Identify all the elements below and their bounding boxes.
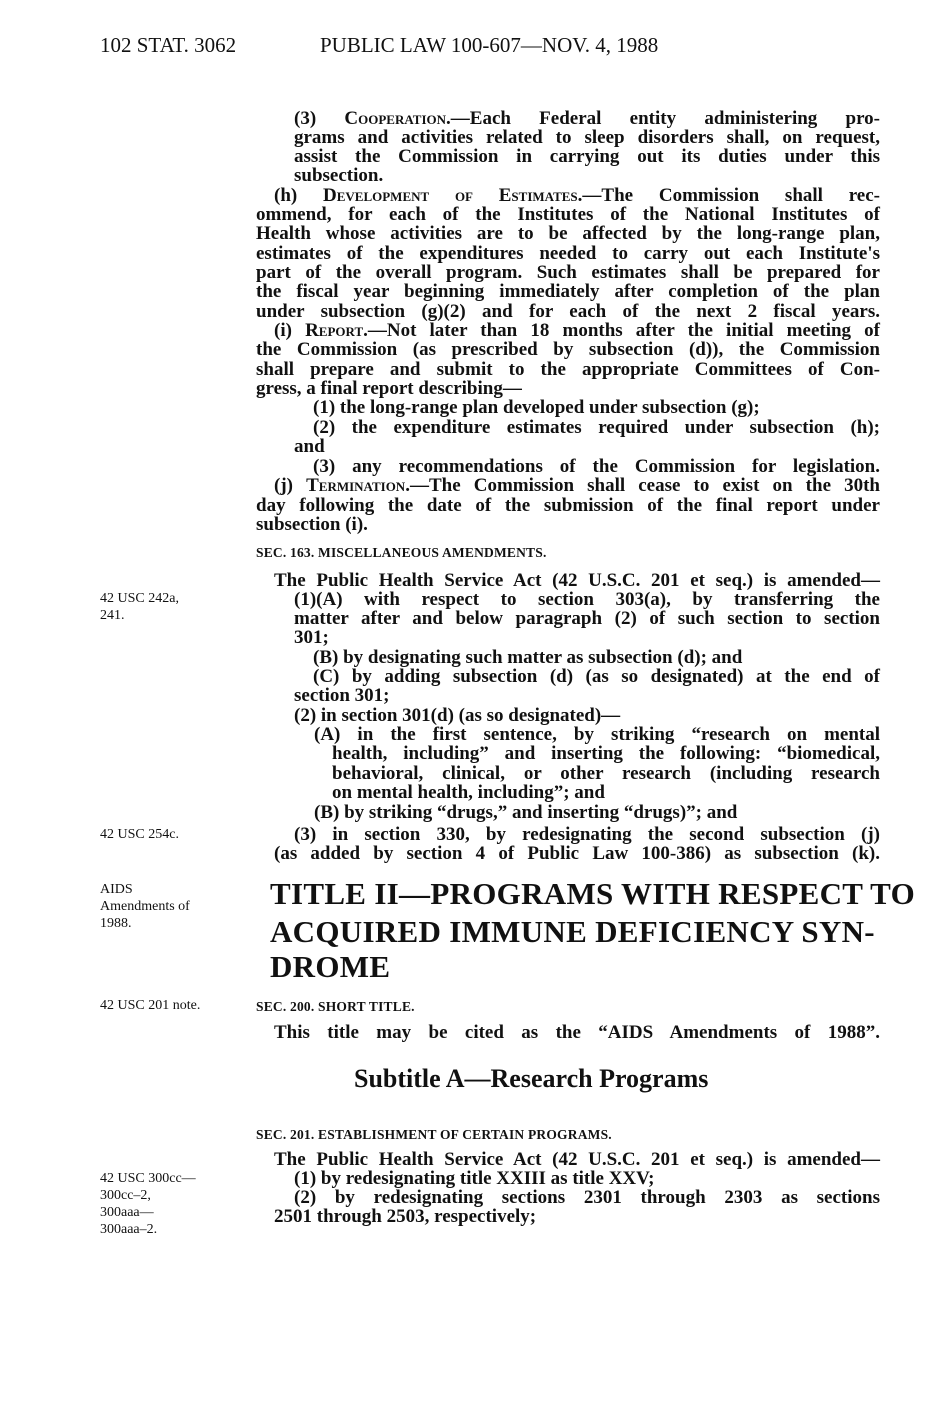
line-text: assist the Commission in carrying out its duties under this <box>294 146 880 167</box>
line-text: —The Commission shall rec- <box>582 185 880 206</box>
line-text: Health whose activities are to be affected by the long-range plan, <box>256 223 880 244</box>
text-line <box>313 397 880 419</box>
line-text: (2) by redesignating sections 2301 through 2303 as sections <box>294 1187 880 1208</box>
line-text: (2) the expenditure estimates required under subsection (h); <box>313 417 880 438</box>
margin-note: 42 USC 242a, <box>100 591 179 606</box>
line-text: matter after and below paragraph (2) of such section to section <box>294 608 880 629</box>
line-text: (j) <box>274 475 307 496</box>
line-text: behavioral, clinical, or other research (including research <box>332 763 880 784</box>
text-line <box>274 475 880 497</box>
line-text: the Commission (as prescribed by subsection (d)), the Commission <box>256 339 880 360</box>
line-text: (1)(A) with respect to section 303(a), by transferring the <box>294 589 880 610</box>
line-text: estimates of the expenditures needed to carry out each Institute's <box>256 243 880 264</box>
line-text: subsection (i). <box>256 514 368 535</box>
line-text: (3) in section 330, by redesignating the second subsection (j) <box>294 824 880 845</box>
margin-note: 241. <box>100 608 125 623</box>
section-heading <box>256 541 880 563</box>
margin-note: 42 USC 300cc— <box>100 1171 196 1186</box>
margin-note: 1988. <box>100 916 132 931</box>
text-line <box>314 802 880 824</box>
line-text: the fiscal year beginning immediately after completion of the plan <box>256 281 880 302</box>
margin-note: 42 USC 254c. <box>100 827 179 842</box>
line-text: SEC. 201. ESTABLISHMENT OF CERTAIN PROGRAMS. <box>256 1127 612 1142</box>
subsection-heading: Development of Estimates. <box>323 185 583 206</box>
title-heading-line: TITLE II—PROGRAMS WITH RESPECT TO <box>270 876 916 911</box>
text-line <box>256 223 880 245</box>
line-text: This title may be cited as the “AIDS Amendments of 1988”. <box>274 1022 880 1043</box>
margin-note: AIDS <box>100 882 133 897</box>
line-text: day following the date of the submission of the final report under <box>256 495 880 516</box>
subsection-heading: Report. <box>305 320 368 341</box>
margin-note: 300aaa–2. <box>100 1222 158 1237</box>
line-text: (1) by redesignating title XXIII as title XXV; <box>294 1168 655 1189</box>
margin-note: Amendments of <box>100 899 190 914</box>
line-text: (A) in the first sentence, by striking “research on mental <box>314 724 880 745</box>
line-text: —Each Federal entity administering pro- <box>450 108 881 129</box>
title-heading-line: ACQUIRED IMMUNE DEFICIENCY SYN- <box>270 914 875 949</box>
line-text: The Public Health Service Act (42 U.S.C. 201 et seq.) is amended— <box>274 1149 880 1170</box>
line-text: (i) <box>274 320 306 341</box>
text-line <box>294 685 880 707</box>
subtitle-heading: Subtitle A—Research Programs <box>354 1064 709 1093</box>
line-text: part of the overall program. Such estimates shall be prepared for <box>256 262 880 283</box>
section-heading <box>256 1123 880 1145</box>
text-line <box>332 743 880 765</box>
margin-note: 300cc–2, <box>100 1188 151 1203</box>
page-stat-number: 102 STAT. 3062 <box>100 33 237 57</box>
line-text: (3) any recommendations of the Commission for legislation. <box>313 456 880 477</box>
line-text: (as added by section 4 of Public Law 100-386) as subsection (k). <box>274 843 880 864</box>
line-text: under subsection (g)(2) and for each of the next 2 fiscal years. <box>256 301 880 322</box>
line-text: SEC. 200. SHORT TITLE. <box>256 999 415 1014</box>
line-text: gress, a final report describing— <box>256 378 522 399</box>
line-text: —The Commission shall cease to exist on the 30th <box>409 475 880 496</box>
line-text: on mental health, including”; and <box>332 782 605 803</box>
line-text: (C) by adding subsection (d) (as so designated) at the end of <box>313 666 880 687</box>
margin-note: 42 USC 201 note. <box>100 998 201 1013</box>
line-text: shall prepare and submit to the appropriate Committees of Con- <box>256 359 880 380</box>
line-text: subsection. <box>294 165 384 186</box>
subsection-heading: Termination. <box>306 475 410 496</box>
text-line <box>294 627 880 649</box>
text-line <box>294 436 880 458</box>
line-text: The Public Health Service Act (42 U.S.C. 201 et seq.) is amended— <box>274 570 880 591</box>
text-line <box>294 165 880 187</box>
text-line <box>332 782 880 804</box>
line-text: 2501 through 2503, respectively; <box>274 1206 537 1227</box>
margin-note: 300aaa— <box>100 1205 154 1220</box>
line-text: (B) by striking “drugs,” and inserting “drugs)”; and <box>314 802 738 823</box>
line-text: (B) by designating such matter as subsection (d); and <box>313 647 743 668</box>
line-text: SEC. 163. MISCELLANEOUS AMENDMENTS. <box>256 545 547 560</box>
line-text: (h) <box>274 185 323 206</box>
running-head: PUBLIC LAW 100-607—NOV. 4, 1988 <box>320 33 659 57</box>
line-text: health, including” and inserting the following: “biomedical, <box>332 743 880 764</box>
line-text: ommend, for each of the Institutes of the National Institutes of <box>256 204 880 225</box>
text-line <box>256 281 880 303</box>
line-text: (2) in section 301(d) (as so designated)— <box>294 705 621 726</box>
text-line <box>256 339 880 361</box>
text-line <box>256 514 880 536</box>
line-text: (1) the long-range plan developed under subsection (g); <box>313 397 760 418</box>
text-line <box>274 1206 880 1228</box>
line-text: section 301; <box>294 685 390 706</box>
line-text: —Not later than 18 months after the initial meeting of <box>367 320 880 341</box>
text-line <box>274 1022 880 1044</box>
line-text: grams and activities related to sleep disorders shall, on request, <box>294 127 880 148</box>
line-text: and <box>294 436 325 457</box>
text-line <box>274 843 880 865</box>
section-heading <box>256 995 880 1017</box>
subsection-heading: Cooperation. <box>344 108 451 129</box>
title-heading-line: DROME <box>270 949 391 984</box>
line-text: 301; <box>294 627 329 648</box>
line-text: (3) <box>294 108 345 129</box>
